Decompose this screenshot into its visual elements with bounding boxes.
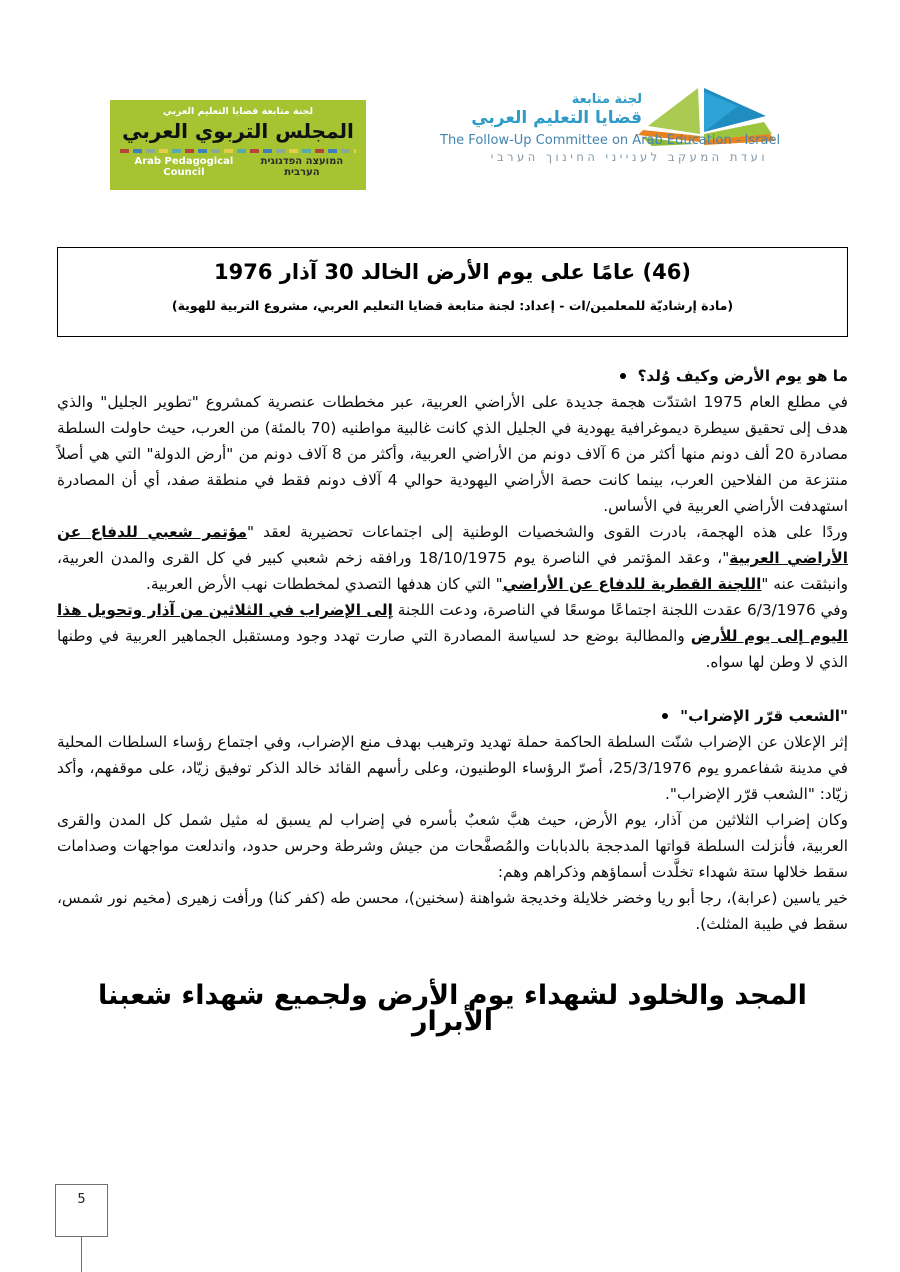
text-run: والمطالبة بوضع حد لسياسة المصادرة التي صارت تهدد وجود ومستقبل الجماهير العربية في وطنها الذي لا وطن لها سواه. xyxy=(57,627,848,671)
title-box xyxy=(57,247,848,337)
closing-slogan: المجد والخلود لشهداء يوم الأرض ولجميع شهداء شعبنا الأبرار xyxy=(98,980,807,1037)
section1-heading-row xyxy=(57,363,848,389)
page-number: 5 xyxy=(77,1192,86,1207)
text-run: وردًا على هذه الهجمة، بادرت القوى والشخصيات الوطنية إلى اجتماعات تحضيرية لعقد " xyxy=(247,523,848,541)
council-title: المجلس التربوي العربي xyxy=(122,119,354,143)
committee-hebrew-name: ועדת המעקב לענייני החינוך הערבי xyxy=(490,150,768,164)
document-content xyxy=(57,247,848,1035)
section2-paragraph2: وكان إضراب الثلاثين من آذار، يوم الأرض، حيث هبَّ شعبٌ بأسره في إضراب لم يسبق له مثيل شمل كل المدن والقرى العربية، فأنزلت السلطة قواتها المدججة بالدبابات والمُصفَّحات من جيش وشرطة وحرس حدود، واندلعت مواجهات وصدامات سقط خلالها ستة شهداء تخلَّدت أسماؤهم وذكراهم وهم: xyxy=(57,811,848,881)
section2-paragraph3: خير ياسين (عرابة)، رجا أبو ريا وخضر خلايلة وخديجة شواهنة (سخنين)، محسن طه (كفر كنا) ورأفت زهيرى (مخيم نور شمس، سقط في طيبة المثلث). xyxy=(57,889,848,933)
committee-arabic-line1: لجنة متابعة xyxy=(571,92,642,107)
bullet-icon xyxy=(662,713,668,719)
text-run: "، وعقد المؤتمر في الناصرة يوم 18/10/1975 ورافقه زخم شعبي كبير في كل القرى والمدن العربية، وانبثقت عنه " xyxy=(57,549,848,593)
emphasized-phrase: اللجنة القطرية للدفاع عن الأراضي xyxy=(502,575,762,593)
section1-heading: ما هو يوم الأرض وكيف وُلد؟ xyxy=(637,367,848,385)
section2-heading: "الشعب قرّر الإضراب" xyxy=(680,707,848,725)
body-text xyxy=(57,363,848,1035)
section1-paragraph2 xyxy=(57,519,848,597)
bullet-icon xyxy=(620,373,626,379)
text-run: " التي كان هدفها التصدي لمخططات نهب الأرض العربية. xyxy=(146,575,503,593)
committee-english-name: The Follow-Up Committee on Arab Education - Israel xyxy=(440,133,781,148)
color-dash-divider xyxy=(120,149,356,153)
section1-paragraph1: في مطلع العام 1975 اشتدّت هجمة جديدة على الأراضي العربية، عبر مخططات عنصرية كمشروع "تطوير الجليل" والذي هدف إلى تحقيق سيطرة ديموغرافية يهودية في الجليل الذي كانت غالبية مواطنيه (70 بالمئة) من العرب، حيث حاولت السلطة مصادرة 20 ألف دونم منها أكثر من 6 آلاف دونم من الأراضي العربية، وأكثر من 8 آلاف دونم من "أرض الدولة" التي هي أصلاً منتزعة من الفلاحين العرب، بينما كانت حصة الأراضي اليهودية حوالي 4 آلاف دونم فقط في منطقة صفد، أي أن المصادرة استهدفت الأراضي العربية في الأساس. xyxy=(57,393,848,515)
council-hebrew-name: המועצה הפדגוגית הערבית xyxy=(260,156,344,178)
text-run: وفي 6/3/1976 عقدت اللجنة اجتماعًا موسعًا في الناصرة، ودعت اللجنة xyxy=(392,601,849,619)
council-english-name: Arab Pedagogical Council xyxy=(134,156,234,178)
page-number-box xyxy=(55,1184,108,1237)
emphasized-phrase: مؤتمر شعبي للدفاع عن الأراضي العربية xyxy=(57,523,849,567)
pedagogical-council-logo xyxy=(110,100,366,190)
emphasized-phrase: إلى الإضراب في الثلاثين من آذار وتحويل هذا اليوم إلى يوم للأرض xyxy=(57,601,849,645)
section1-paragraph3 xyxy=(57,597,848,675)
follow-up-committee-logo xyxy=(440,86,781,170)
committee-arabic-line2: قضايا التعليم العربي xyxy=(471,108,642,128)
logo-arc-text: لجنة متابعة قضايا التعليم العربي xyxy=(162,106,314,117)
document-title: (46) عامًا على يوم الأرض الخالد 30 آذار 1976 xyxy=(214,260,691,284)
footer-divider-line xyxy=(81,1237,82,1272)
section2-paragraph1: إثر الإعلان عن الإضراب شنّت السلطة الحاكمة حملة تهديد وترهيب بهدف منع الإضراب، وفي اجتماع رؤساء السلطات المحلية في مدينة شفاعمرو يوم 25/3/1976، أصرّ الرؤساء الوطنيون، وعلى رأسهم القائد خالد الذكر توفيق زيّاد، على موقفهم، وأكد زيّاد: "الشعب قرّر الإضراب". xyxy=(57,733,848,803)
document-subtitle: (مادة إرشاديّة للمعلمين/ات - إعداد: لجنة متابعة قضايا التعليم العربي، مشروع التربية للهوية) xyxy=(171,298,734,313)
section2-heading-row xyxy=(57,703,848,729)
